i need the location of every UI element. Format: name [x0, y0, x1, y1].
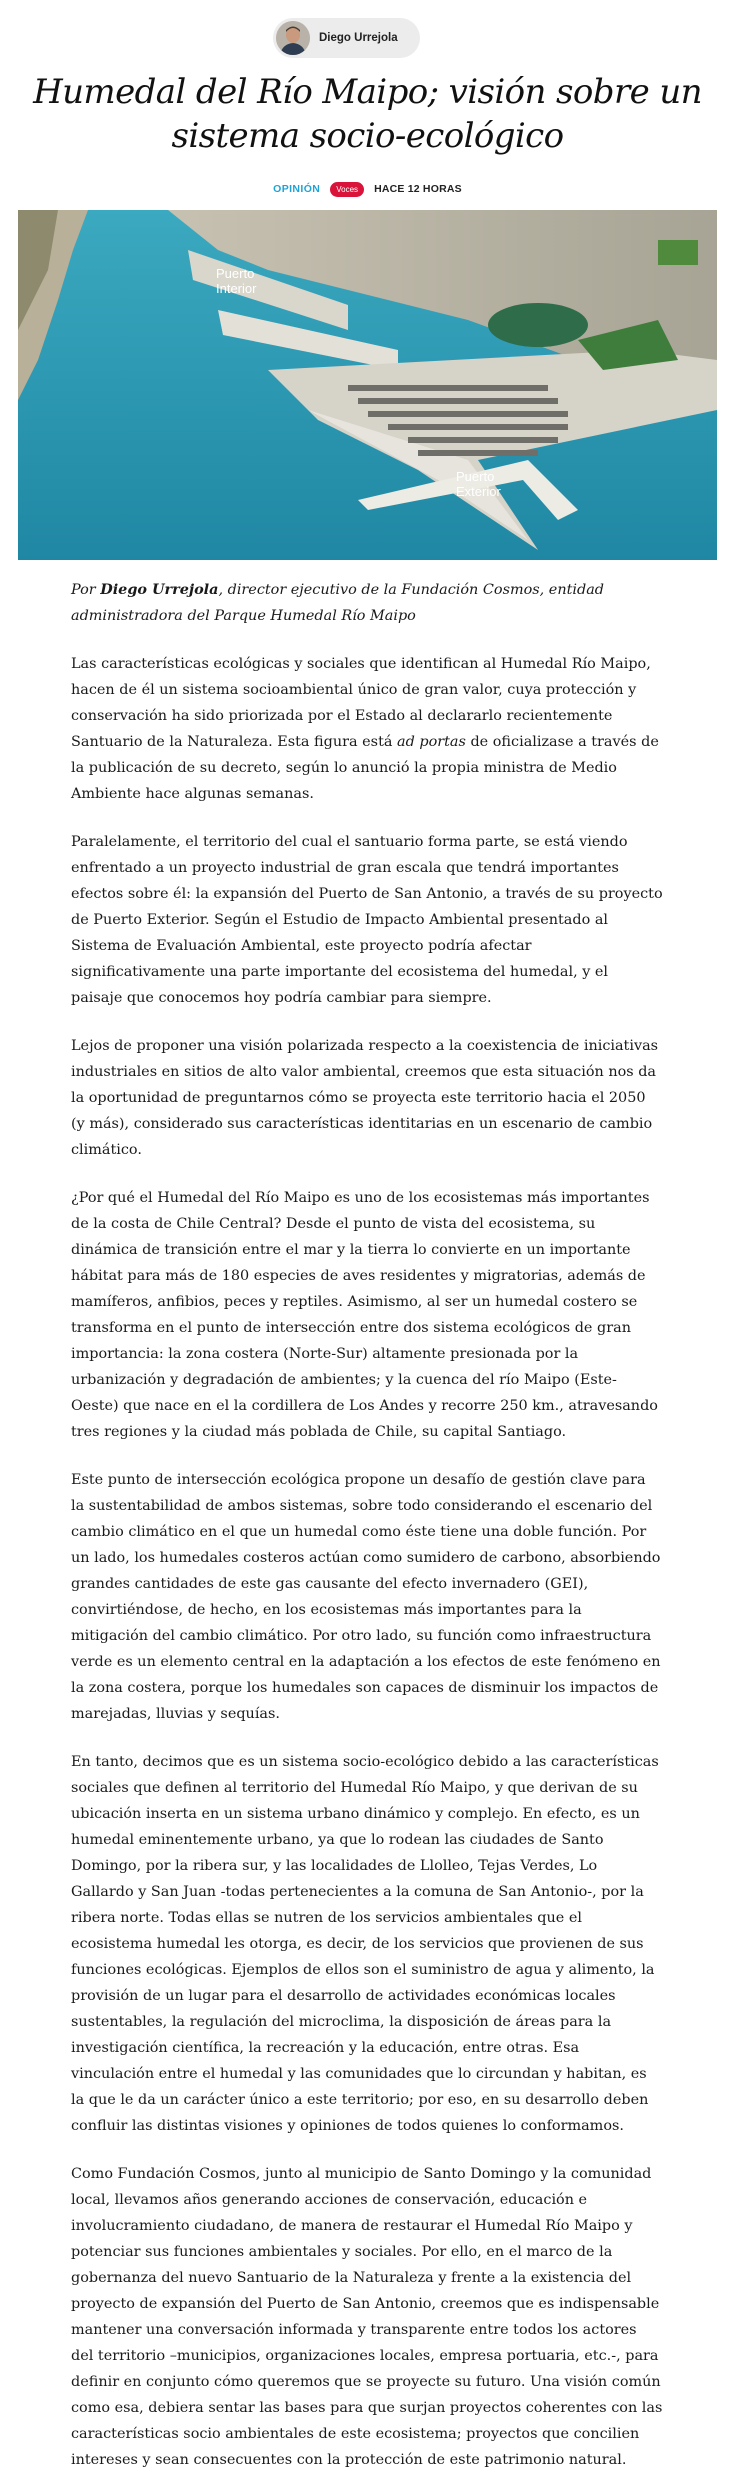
paragraph-1-text-b: de oficializase a través de la publicación de su decreto, según lo anunció la propia ministra de Medio Ambiente hace algunas semanas.: [71, 734, 659, 802]
byline-prefix: Por: [71, 582, 101, 598]
paragraph-7: Como Fundación Cosmos, junto al municipio de Santo Domingo y la comunidad local, llevamos años generando acciones de conservación, educación e involucramiento ciudadano, de manera de restaurar el Humedal Río Maipo y potenciar sus funciones ambientales y sociales. Por ello, en el marco de la gobernanza del nuevo Santuario de la Naturaleza y frente a la existencia del proyecto de expansión del Puerto de San Antonio, creemos que es indispensable mantener una conversación informada y transparente entre todos los actores del territorio –municipios, organizaciones locales, empresa portuaria, etc.-, para definir en conjunto cómo queremos que se proyecte su futuro. Una visión común como esa, debiera sentar las bases para que surjan proyectos coherentes con las características socio ambientales de este ecosistema; proyectos que concilien intereses y sean consecuentes con la protección de este patrimonio natural.: [71, 2166, 663, 2468]
paragraph-3: Lejos de proponer una visión polarizada respecto a la coexistencia de iniciativas industriales en sitios de alto valor ambiental, creemos que esta situación nos da la oportunidad de preguntarnos cómo se proyecta este territorio hacia el 2050 (y más), considerado sus características identitarias en un escenario de cambio climático.: [71, 1038, 659, 1158]
article-meta: [0, 180, 735, 198]
article-body: [71, 577, 663, 2473]
avatar: [276, 21, 310, 55]
voces-badge[interactable]: Voces: [330, 182, 364, 197]
section-label[interactable]: OPINIÓN: [273, 183, 321, 195]
author-chip[interactable]: [273, 18, 420, 58]
byline-author[interactable]: Diego Urrejola: [100, 581, 219, 598]
paragraph-6: En tanto, decimos que es un sistema socio-ecológico debido a las características sociales que definen al territorio del Humedal Río Maipo, y que derivan de su ubicación inserta en un sistema urbano dinámico y complejo. En efecto, es un humedal eminentemente urbano, ya que lo rodean las ciudades de Santo Domingo, por la ribera sur, y las localidades de Llolleo, Tejas Verdes, Lo Gallardo y San Juan -todas pertenecientes a la comuna de San Antonio-, por la ribera norte. Todas ellas se nutren de los servicios ambientales que el ecosistema humedal les otorga, es decir, de los servicios que provienen de sus funciones ecológicas. Ejemplos de ellos son el suministro de agua y alimento, la provisión de un lugar para el desarrollo de actividades económicas locales sustentables, la regulación del microclima, la disposición de áreas para la investigación científica, la recreación y la educación, entre otras. Esa vinculación entre el humedal y las comunidades que lo circundan y habitan, es la que le da un carácter único a este territorio; por eso, en su desarrollo deben confluir las distintas visiones y opiniones de todos quienes lo conformamos.: [71, 1754, 659, 2134]
paragraph-1-emphasis: ad portas: [397, 734, 466, 750]
paragraph-1: [71, 651, 663, 807]
page-title: Humedal del Río Maipo; visión sobre un sistema socio-ecológico: [33, 72, 702, 156]
byline: [71, 577, 663, 629]
publish-time: HACE 12 HORAS: [374, 183, 462, 195]
label-puerto-interior-2: Interior: [216, 281, 257, 296]
paragraph-2: Paralelamente, el territorio del cual el santuario forma parte, se está viendo enfrentado a un proyecto industrial de gran escala que tendrá importantes efectos sobre él: la expansión del Puerto de San Antonio, a través de su proyecto de Puerto Exterior. Según el Estudio de Impacto Ambiental presentado al Sistema de Evaluación Ambiental, este proyecto podría afectar significativamente una parte importante del ecosistema del humedal, y el paisaje que conocemos hoy podría cambiar para siempre.: [71, 834, 663, 1006]
hero-image: [18, 210, 717, 560]
paragraph-5: Este punto de intersección ecológica propone un desafío de gestión clave para la sustentabilidad de ambos sistemas, sobre todo considerando el escenario del cambio climático en el que un humedal como éste tiene una doble función. Por un lado, los humedales costeros actúan como sumidero de carbono, absorbiendo grandes cantidades de este gas causante del efecto invernadero (GEI), convirtiéndose, de hecho, en los ecosistemas más importantes para la mitigación del cambio climático. Por otro lado, su función como infraestructura verde es un elemento central en la adaptación a los efectos de este fenómeno en la zona costera, porque los humedales son capaces de disminuir los impactos de marejadas, lluvias y sequías.: [71, 1472, 661, 1722]
label-puerto-exterior-1: Puerto: [456, 469, 495, 484]
label-puerto-exterior-2: Exterior: [456, 484, 501, 499]
paragraph-4: ¿Por qué el Humedal del Río Maipo es uno de los ecosistemas más importantes de la costa de Chile Central? Desde el punto de vista del ecosistema, su dinámica de transición entre el mar y la tierra lo convierte en un importante hábitat para más de 180 especies de aves residentes y migratorias, además de mamíferos, anfibios, peces y reptiles. Asimismo, al ser un humedal costero se transforma en el punto de intersección entre dos sistema ecológicos de gran importancia: la zona costera (Norte-Sur) altamente presionada por la urbanización y degradación de ambientes; y la cuenca del río Maipo (Este-Oeste) que nace en el la cordillera de Los Andes y recorre 250 km., atravesando tres regiones y la ciudad más poblada de Chile, su capital Santiago.: [71, 1190, 658, 1440]
author-name[interactable]: Diego Urrejola: [319, 32, 398, 44]
label-puerto-interior-1: Puerto: [216, 266, 255, 281]
byline-role: , director ejecutivo de la Fundación Cosmos, entidad administradora del Parque Humedal Río Maipo: [71, 582, 604, 624]
paragraph-1-text-a: Las características ecológicas y sociales que identifican al Humedal Río Maipo, hacen de él un sistema socioambiental único de gran valor, cuya protección y conservación ha sido priorizada por el Estado al declararlo recientemente Santuario de la Naturaleza. Esta figura está: [71, 656, 651, 750]
